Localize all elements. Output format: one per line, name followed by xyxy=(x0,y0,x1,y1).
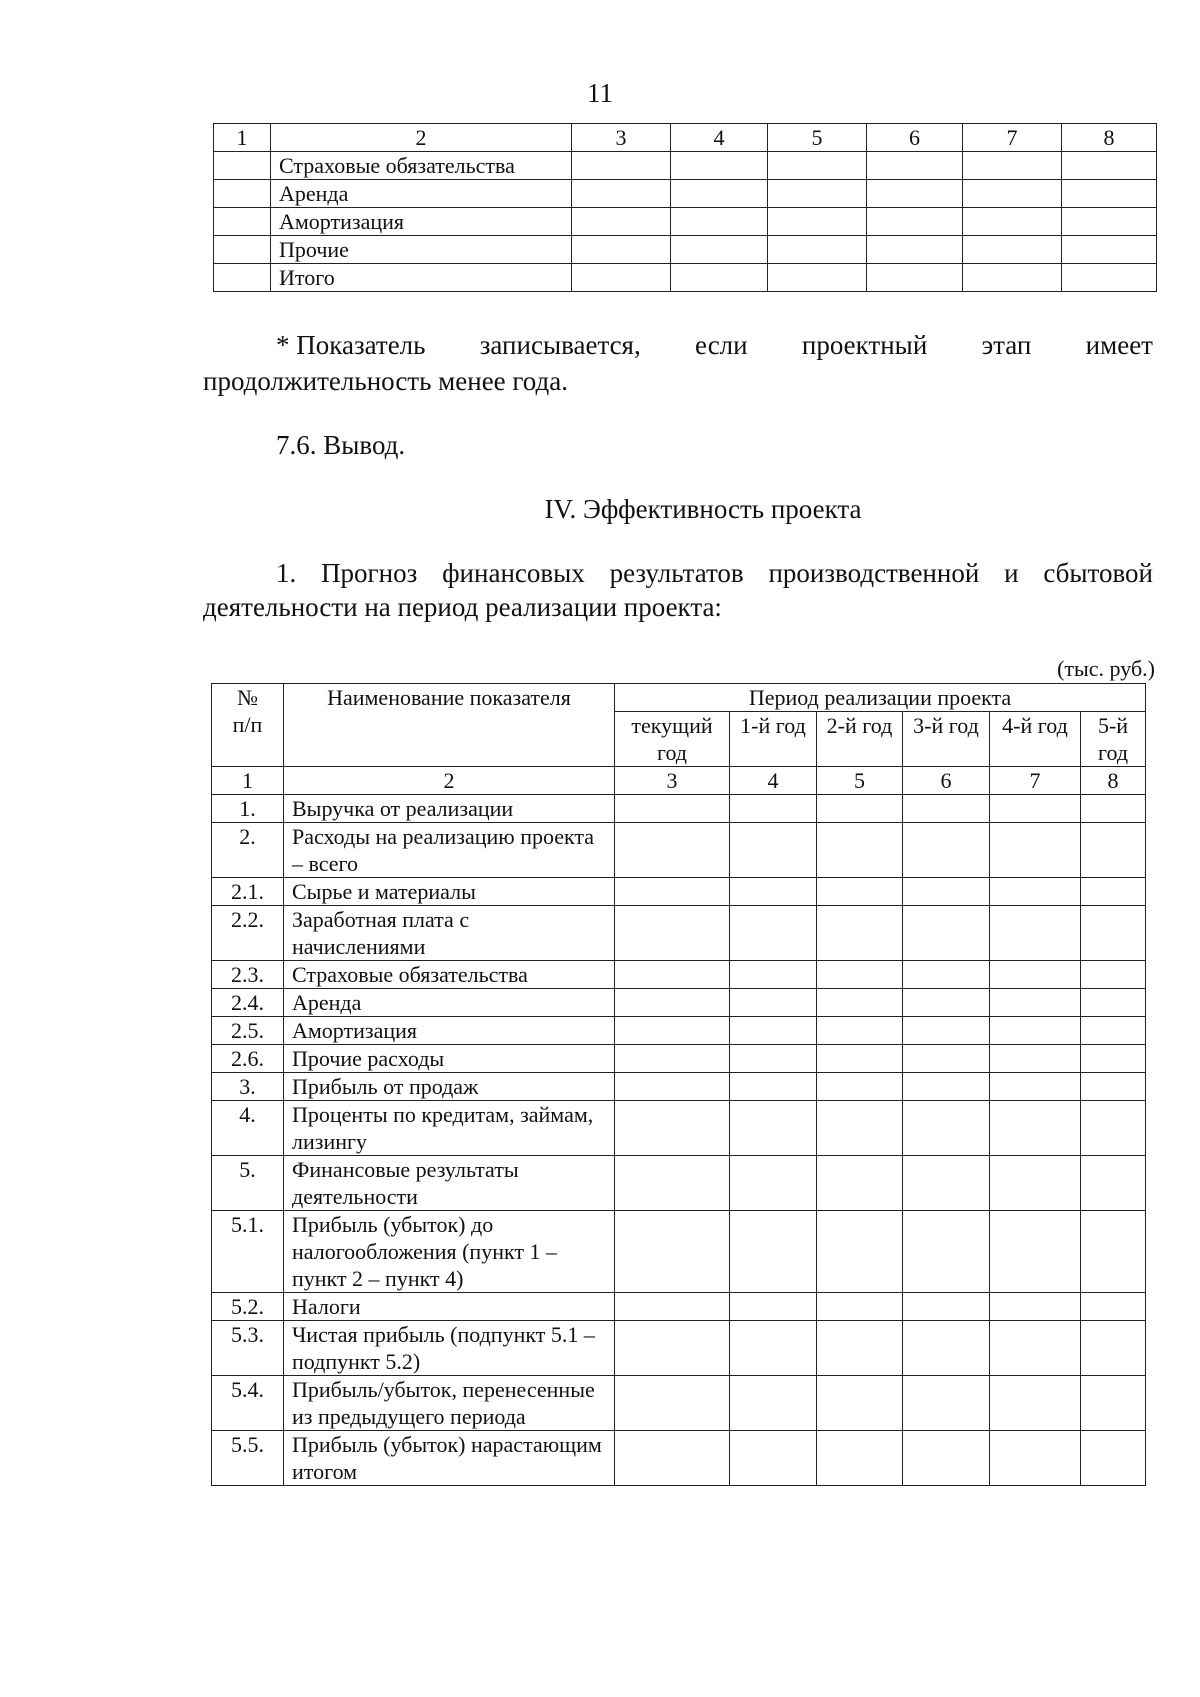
table2-row xyxy=(212,1293,1146,1321)
row-number: 2.5. xyxy=(212,1017,284,1045)
table2-empty-cell xyxy=(730,1101,817,1156)
row-name: Прибыль (убыток) до налогообложения (пункт 1 – пункт 2 – пункт 4) xyxy=(284,1211,615,1293)
table1-empty-cell xyxy=(1062,180,1157,208)
table2-empty-cell xyxy=(730,1073,817,1101)
table2-empty-cell xyxy=(730,1376,817,1431)
table2-row xyxy=(212,878,1146,906)
row-name: Чистая прибыль (подпункт 5.1 – подпункт 5.2) xyxy=(284,1321,615,1376)
row-number: 2.2. xyxy=(212,906,284,961)
table1-empty-cell xyxy=(768,180,867,208)
table2-row xyxy=(212,1045,1146,1073)
table2-empty-cell xyxy=(615,1321,730,1376)
row-number: 2.4. xyxy=(212,989,284,1017)
table2-empty-cell xyxy=(1081,1376,1146,1431)
table1-empty-cell xyxy=(214,236,271,264)
row-number: 2.3. xyxy=(212,961,284,989)
table2-empty-cell xyxy=(817,878,903,906)
table2-empty-cell xyxy=(730,878,817,906)
table1-header-row xyxy=(214,124,1157,152)
table1-header-cell: 3 xyxy=(572,124,671,152)
table2-empty-cell xyxy=(730,1211,817,1293)
table2-empty-cell xyxy=(615,823,730,878)
table1-empty-cell xyxy=(1062,208,1157,236)
table2-empty-cell xyxy=(990,1073,1081,1101)
table2-empty-cell xyxy=(730,1293,817,1321)
column-number-cell: 1 xyxy=(212,767,284,795)
table1-row-label: Итого xyxy=(271,264,572,292)
table2-empty-cell xyxy=(615,1376,730,1431)
table2-empty-cell xyxy=(817,1101,903,1156)
table1-row-label: Страховые обязательства xyxy=(271,152,572,180)
row-name: Налоги xyxy=(284,1293,615,1321)
period-column-header: 4-й год xyxy=(990,712,1081,767)
row-number: 1. xyxy=(212,795,284,823)
footnote-word: записывается, xyxy=(479,330,641,360)
table1-empty-cell xyxy=(1062,264,1157,292)
column-number-cell: 3 xyxy=(615,767,730,795)
row-name: Расходы на реализацию проекта – всего xyxy=(284,823,615,878)
table1-empty-cell xyxy=(867,264,963,292)
col-name-header: Наименование показателя xyxy=(284,684,615,767)
table2-empty-cell xyxy=(615,1211,730,1293)
period-column-header: 2-й год xyxy=(817,712,903,767)
row-name: Прибыль/убыток, перенесенные из предыдущего периода xyxy=(284,1376,615,1431)
table1-header-cell: 4 xyxy=(671,124,768,152)
table2-empty-cell xyxy=(903,1431,990,1486)
row-number: 3. xyxy=(212,1073,284,1101)
table1-row xyxy=(214,180,1157,208)
table2-empty-cell xyxy=(615,1293,730,1321)
footnote-word: * Показатель xyxy=(276,330,426,360)
table2-empty-cell xyxy=(990,906,1081,961)
row-number: 5.5. xyxy=(212,1431,284,1486)
table1-empty-cell xyxy=(214,208,271,236)
table2-row xyxy=(212,1073,1146,1101)
table2-empty-cell xyxy=(730,1156,817,1211)
row-number: 5.3. xyxy=(212,1321,284,1376)
table2-empty-cell xyxy=(817,1321,903,1376)
footnote-word: если xyxy=(695,330,748,360)
section-7-6-heading: 7.6. Вывод. xyxy=(276,430,406,460)
table2-row xyxy=(212,1101,1146,1156)
table2-empty-cell xyxy=(903,1376,990,1431)
table2-empty-cell xyxy=(615,795,730,823)
table2-empty-cell xyxy=(903,989,990,1017)
table2-empty-cell xyxy=(903,1045,990,1073)
table1-empty-cell xyxy=(768,264,867,292)
table2-empty-cell xyxy=(817,989,903,1017)
table1-empty-cell xyxy=(963,180,1062,208)
table2-empty-cell xyxy=(817,1376,903,1431)
row-number: 5.1. xyxy=(212,1211,284,1293)
column-number-cell: 2 xyxy=(284,767,615,795)
table2-empty-cell xyxy=(730,1321,817,1376)
row-name: Прибыль от продаж xyxy=(284,1073,615,1101)
table2-empty-cell xyxy=(817,1045,903,1073)
table1-header-cell: 5 xyxy=(768,124,867,152)
table2-row xyxy=(212,795,1146,823)
table1-empty-cell xyxy=(867,180,963,208)
table2-empty-cell xyxy=(990,989,1081,1017)
column-number-cell: 5 xyxy=(817,767,903,795)
table2-empty-cell xyxy=(1081,961,1146,989)
table2-empty-cell xyxy=(990,795,1081,823)
table2-empty-cell xyxy=(903,1073,990,1101)
column-number-cell: 4 xyxy=(730,767,817,795)
footnote-line-1 xyxy=(203,328,1153,362)
table2-empty-cell xyxy=(730,961,817,989)
row-name: Финансовые результаты деятельности xyxy=(284,1156,615,1211)
table2-empty-cell xyxy=(730,1017,817,1045)
table1-empty-cell xyxy=(1062,236,1157,264)
table1-header-cell: 2 xyxy=(271,124,572,152)
table1-header-cell: 7 xyxy=(963,124,1062,152)
table1-empty-cell xyxy=(214,264,271,292)
column-number-cell: 7 xyxy=(990,767,1081,795)
table1-empty-cell xyxy=(572,152,671,180)
table1-empty-cell xyxy=(867,208,963,236)
row-number: 4. xyxy=(212,1101,284,1156)
table2-empty-cell xyxy=(990,1017,1081,1045)
table1-row xyxy=(214,264,1157,292)
footnote-line-2: продолжительность менее года. xyxy=(203,366,569,396)
table2-empty-cell xyxy=(903,1293,990,1321)
page-number: 11 xyxy=(587,78,613,108)
table1-header-cell: 6 xyxy=(867,124,963,152)
table2-empty-cell xyxy=(615,878,730,906)
row-number: 5. xyxy=(212,1156,284,1211)
table2-empty-cell xyxy=(1081,1045,1146,1073)
row-number: 5.4. xyxy=(212,1376,284,1431)
table2-empty-cell xyxy=(817,795,903,823)
table1-empty-cell xyxy=(671,180,768,208)
table1-header-cell: 8 xyxy=(1062,124,1157,152)
table2-empty-cell xyxy=(730,823,817,878)
column-number-cell: 6 xyxy=(903,767,990,795)
row-name: Прибыль (убыток) нарастающим итогом xyxy=(284,1431,615,1486)
table2-empty-cell xyxy=(1081,1156,1146,1211)
row-name: Заработная плата с начислениями xyxy=(284,906,615,961)
row-name: Сырье и материалы xyxy=(284,878,615,906)
table1-empty-cell xyxy=(572,208,671,236)
table2-empty-cell xyxy=(730,1045,817,1073)
row-number: 5.2. xyxy=(212,1293,284,1321)
intro-paragraph: 1. Прогноз финансовых результатов производственной и сбытовой деятельности на период реализации проекта: xyxy=(203,558,1153,622)
footnote-word: этап xyxy=(981,330,1032,360)
expenses-table-continuation xyxy=(213,123,1157,292)
table2-empty-cell xyxy=(903,1017,990,1045)
table2-row xyxy=(212,823,1146,878)
table2-empty-cell xyxy=(903,1321,990,1376)
table2-empty-cell xyxy=(990,1156,1081,1211)
table2-empty-cell xyxy=(990,878,1081,906)
table1-empty-cell xyxy=(1062,152,1157,180)
table2-empty-cell xyxy=(817,1156,903,1211)
table1-empty-cell xyxy=(963,208,1062,236)
table1-empty-cell xyxy=(963,236,1062,264)
table2-row xyxy=(212,906,1146,961)
table2-empty-cell xyxy=(817,1017,903,1045)
table2-empty-cell xyxy=(730,795,817,823)
table2-empty-cell xyxy=(817,906,903,961)
table2-empty-cell xyxy=(1081,1073,1146,1101)
table1-empty-cell xyxy=(572,236,671,264)
table2-row xyxy=(212,1156,1146,1211)
table2-empty-cell xyxy=(817,823,903,878)
table2-empty-cell xyxy=(817,1431,903,1486)
table2-empty-cell xyxy=(1081,1293,1146,1321)
row-name: Выручка от реализации xyxy=(284,795,615,823)
table2-empty-cell xyxy=(1081,823,1146,878)
table2-empty-cell xyxy=(1081,1321,1146,1376)
table2-empty-cell xyxy=(817,1293,903,1321)
table2-empty-cell xyxy=(615,989,730,1017)
table1-empty-cell xyxy=(572,180,671,208)
period-column-header: 5-й год xyxy=(1081,712,1146,767)
table1-empty-cell xyxy=(768,208,867,236)
table1-empty-cell xyxy=(768,152,867,180)
table1-empty-cell xyxy=(867,152,963,180)
table2-empty-cell xyxy=(615,1156,730,1211)
period-column-header: 1-й год xyxy=(730,712,817,767)
table2-header-row xyxy=(212,684,1146,712)
table2-empty-cell xyxy=(990,1431,1081,1486)
row-number: 2.1. xyxy=(212,878,284,906)
table2-empty-cell xyxy=(615,1431,730,1486)
table1-row-label: Прочие xyxy=(271,236,572,264)
table2-empty-cell xyxy=(1081,906,1146,961)
table2-empty-cell xyxy=(1081,1211,1146,1293)
table1-empty-cell xyxy=(671,264,768,292)
table2-empty-cell xyxy=(903,878,990,906)
table2-empty-cell xyxy=(990,823,1081,878)
table2-empty-cell xyxy=(903,961,990,989)
table2-row xyxy=(212,1431,1146,1486)
table2-empty-cell xyxy=(990,1101,1081,1156)
table2-empty-cell xyxy=(1081,1431,1146,1486)
table1-row xyxy=(214,152,1157,180)
table1-row xyxy=(214,208,1157,236)
table1-row-label: Амортизация xyxy=(271,208,572,236)
period-column-header: текущий год xyxy=(615,712,730,767)
table2-empty-cell xyxy=(990,1045,1081,1073)
table2-empty-cell xyxy=(615,1017,730,1045)
table2-empty-cell xyxy=(903,1101,990,1156)
footnote-word: имеет xyxy=(1085,330,1153,360)
table2-empty-cell xyxy=(730,1431,817,1486)
table2-empty-cell xyxy=(1081,1101,1146,1156)
table2-empty-cell xyxy=(990,1376,1081,1431)
table2-empty-cell xyxy=(730,906,817,961)
table2-empty-cell xyxy=(1081,878,1146,906)
row-number: 2.6. xyxy=(212,1045,284,1073)
table2-empty-cell xyxy=(615,1045,730,1073)
row-name: Аренда xyxy=(284,989,615,1017)
table2-empty-cell xyxy=(817,961,903,989)
column-number-cell: 8 xyxy=(1081,767,1146,795)
financial-forecast-table xyxy=(211,683,1146,1486)
table2-empty-cell xyxy=(903,1156,990,1211)
table2-empty-cell xyxy=(615,961,730,989)
table2-empty-cell xyxy=(615,1101,730,1156)
table2-empty-cell xyxy=(990,1293,1081,1321)
table2-empty-cell xyxy=(903,823,990,878)
table2-empty-cell xyxy=(990,1211,1081,1293)
units-label: (тыс. руб.) xyxy=(1057,656,1155,681)
table2-empty-cell xyxy=(730,989,817,1017)
table2-empty-cell xyxy=(1081,795,1146,823)
table1-empty-cell xyxy=(572,264,671,292)
footnote-word: проектный xyxy=(801,330,928,360)
row-name: Амортизация xyxy=(284,1017,615,1045)
table2-row xyxy=(212,989,1146,1017)
table1-empty-cell xyxy=(214,180,271,208)
table1-empty-cell xyxy=(867,236,963,264)
table1-empty-cell xyxy=(963,152,1062,180)
row-number: 2. xyxy=(212,823,284,878)
table1-empty-cell xyxy=(963,264,1062,292)
table2-empty-cell xyxy=(903,795,990,823)
table2-numbers-row xyxy=(212,767,1146,795)
table1-empty-cell xyxy=(671,152,768,180)
table2-empty-cell xyxy=(903,906,990,961)
table2-empty-cell xyxy=(615,1073,730,1101)
table2-empty-cell xyxy=(990,961,1081,989)
table1-row xyxy=(214,236,1157,264)
col-number-header: № п/п xyxy=(212,684,284,767)
table1-header-cell: 1 xyxy=(214,124,271,152)
table2-row xyxy=(212,1321,1146,1376)
table2-row xyxy=(212,961,1146,989)
table2-row xyxy=(212,1211,1146,1293)
table2-empty-cell xyxy=(615,906,730,961)
table2-empty-cell xyxy=(817,1073,903,1101)
table2-row xyxy=(212,1017,1146,1045)
row-name: Страховые обязательства xyxy=(284,961,615,989)
table2-row xyxy=(212,1376,1146,1431)
table1-empty-cell xyxy=(671,208,768,236)
row-name: Проценты по кредитам, займам, лизингу xyxy=(284,1101,615,1156)
period-column-header: 3-й год xyxy=(903,712,990,767)
table1-empty-cell xyxy=(671,236,768,264)
table2-empty-cell xyxy=(1081,989,1146,1017)
section-title: IV. Эффективность проекта xyxy=(544,494,862,524)
table2-empty-cell xyxy=(903,1211,990,1293)
table1-row-label: Аренда xyxy=(271,180,572,208)
table2-empty-cell xyxy=(1081,1017,1146,1045)
row-name: Прочие расходы xyxy=(284,1045,615,1073)
table2-empty-cell xyxy=(817,1211,903,1293)
table1-empty-cell xyxy=(214,152,271,180)
table1-empty-cell xyxy=(768,236,867,264)
table2-empty-cell xyxy=(990,1321,1081,1376)
period-header: Период реализации проекта xyxy=(615,684,1146,712)
